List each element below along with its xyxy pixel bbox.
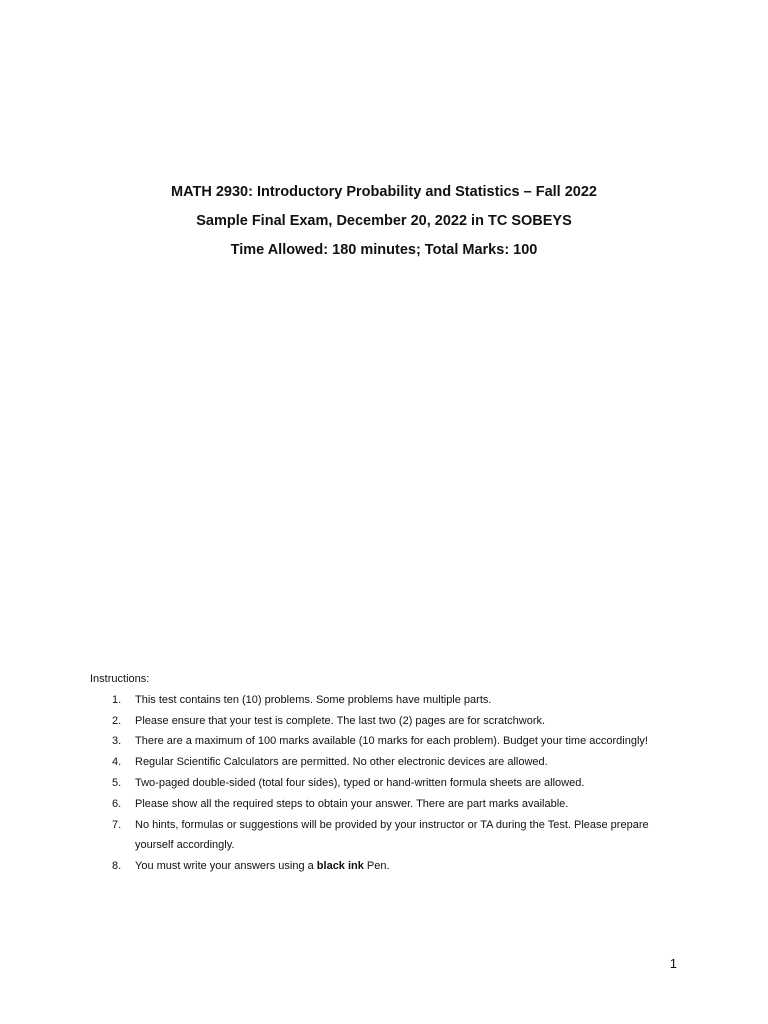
- instruction-text: Please show all the required steps to obtain your answer. There are part marks available.: [135, 797, 569, 810]
- instruction-number: 7.: [112, 818, 122, 831]
- instruction-text: [135, 860, 390, 872]
- instruction-text-bold: black ink: [316, 860, 364, 873]
- exam-subtitle: Sample Final Exam, December 20, 2022 in TC SOBEYS: [196, 213, 572, 229]
- instructions-section: [90, 669, 690, 877]
- instruction-item: [90, 690, 690, 711]
- instruction-item: [90, 752, 690, 773]
- instruction-number: 2.: [112, 714, 122, 727]
- instruction-number: 4.: [112, 756, 122, 769]
- instruction-text: Two-paged double-sided (total four sides), typed or hand-written formula sheets are allowed.: [135, 776, 585, 789]
- instruction-item: [90, 794, 690, 815]
- instructions-label: Instructions:: [90, 673, 150, 685]
- instruction-text: This test contains ten (10) problems. Some problems have multiple parts.: [135, 693, 492, 706]
- instruction-item: [90, 815, 690, 857]
- instruction-number: 5.: [112, 776, 122, 789]
- instruction-number: 3.: [112, 735, 122, 748]
- instruction-item: [90, 711, 690, 732]
- instructions-list: [90, 690, 690, 877]
- instruction-item: [90, 856, 690, 877]
- exam-time-marks: Time Allowed: 180 minutes; Total Marks: 100: [230, 242, 538, 258]
- instruction-text: Please ensure that your test is complete. The last two (2) pages are for scratchwork.: [135, 714, 546, 727]
- instruction-number: 6.: [112, 797, 122, 810]
- page-number: 1: [669, 956, 677, 971]
- instruction-text-after: Pen.: [363, 860, 390, 873]
- instruction-text-before: You must write your answers using a: [135, 860, 317, 873]
- instruction-text: There are a maximum of 100 marks available (10 marks for each problem). Budget your time accordingly!: [135, 735, 648, 748]
- instruction-item: [90, 773, 690, 794]
- instruction-text: Regular Scientific Calculators are permitted. No other electronic devices are allowed.: [135, 756, 548, 769]
- instruction-item: [90, 731, 690, 752]
- exam-title: MATH 2930: Introductory Probability and Statistics – Fall 2022: [171, 184, 597, 200]
- instruction-text: No hints, formulas or suggestions will be provided by your instructor or TA during the Test. Please prepare yourself accordingly.: [135, 818, 649, 852]
- exam-header: [0, 178, 768, 265]
- instruction-number: 1.: [112, 693, 122, 706]
- instruction-number: 8.: [112, 860, 122, 873]
